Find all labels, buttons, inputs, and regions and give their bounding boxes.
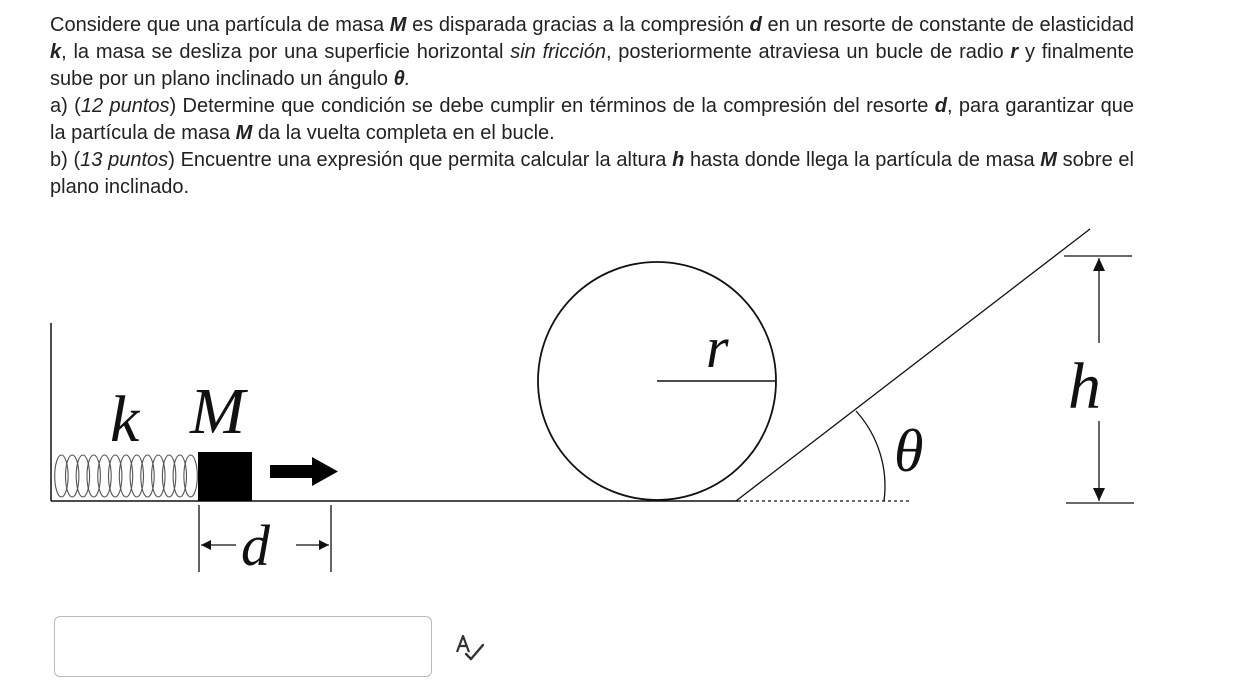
spring-loop (55, 455, 68, 497)
part-a-text-4: da la vuelta completa en el bucle. (252, 122, 555, 144)
part-a-text-1: a) ( (50, 95, 81, 117)
label-M: M (190, 375, 245, 448)
intro-text-2: es disparada gracias a la compresión (406, 14, 750, 36)
spring-coil (55, 455, 198, 497)
part-b-text-2: ) Encuentre una expresión que permita calcular la altura (168, 149, 673, 171)
label-r: r (706, 315, 729, 380)
var-M: M (235, 122, 253, 144)
var-d: d (934, 95, 947, 117)
spring-loop (173, 455, 186, 497)
spring-loop (76, 455, 89, 497)
spring-loop (66, 455, 79, 497)
mass-block (198, 452, 252, 501)
intro-text-3: en un resorte de constante de elasticidad (761, 14, 1134, 36)
spring-loop (152, 455, 165, 497)
problem-part-a (50, 93, 1134, 147)
spring-loop (98, 455, 111, 497)
spring-loop (109, 455, 122, 497)
part-b-points: 13 puntos (80, 149, 169, 171)
spellcheck-icon[interactable] (452, 630, 486, 664)
physics-diagram (0, 215, 1248, 585)
spring-loop (162, 455, 175, 497)
var-r: r (1010, 41, 1019, 63)
intro-text-1: Considere que una partícula de masa (50, 14, 390, 36)
label-d: d (241, 513, 270, 578)
motion-arrow-icon (270, 457, 338, 486)
problem-part-b (50, 147, 1134, 201)
label-k: k (110, 383, 140, 456)
var-h: h (672, 149, 685, 171)
part-a-text-3: , para garantizar que la partícula de masa (50, 95, 1135, 144)
spring-loop (184, 455, 197, 497)
part-b-text-1: b) ( (50, 149, 81, 171)
spring-loop (119, 455, 132, 497)
intro-text-6: y finalmente sube por un plano inclinado un ángulo (50, 41, 1135, 90)
sin-friccion-text: sin fricción (510, 41, 606, 63)
spring-loop (87, 455, 100, 497)
label-h: h (1068, 350, 1101, 423)
problem-statement (50, 12, 1134, 201)
intro-text-7: . (404, 68, 411, 90)
answer-input[interactable] (54, 616, 432, 677)
part-b-text-4: sobre el plano inclinado. (50, 149, 1134, 198)
spring-loop (141, 455, 154, 497)
var-d: d (749, 14, 762, 36)
spring-loop (130, 455, 143, 497)
part-a-text-2: ) Determine que condición se debe cumplir en términos de la compresión del resorte (169, 95, 935, 117)
var-k: k (50, 41, 62, 63)
var-theta: θ (393, 68, 405, 90)
part-a-points: 12 puntos (80, 95, 170, 117)
problem-intro (50, 12, 1134, 93)
part-b-text-3: hasta donde llega la partícula de masa (684, 149, 1041, 171)
label-theta: θ (894, 418, 924, 484)
var-M: M (389, 14, 407, 36)
intro-text-4: , la masa se desliza por una superficie horizontal (61, 41, 511, 63)
var-M: M (1040, 149, 1057, 171)
angle-arc (856, 411, 885, 501)
intro-text-5: , posteriormente atraviesa un bucle de radio (605, 41, 1011, 63)
